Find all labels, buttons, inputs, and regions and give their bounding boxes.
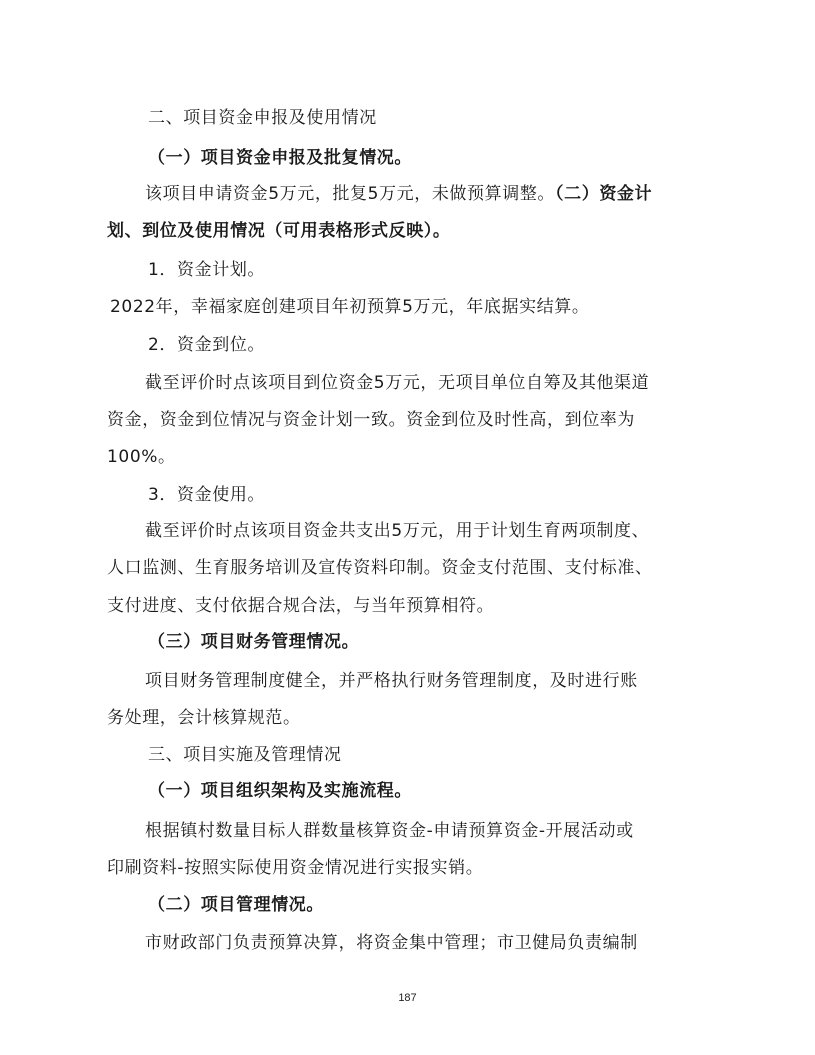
section-heading-2: 二、项目资金申报及使用情况 — [148, 108, 377, 128]
arrival-line-3: 100%。 — [107, 447, 176, 467]
arrival-line-1: 截至评价时点该项目到位资金5万元，无项目单位自筹及其他渠道 — [145, 373, 650, 393]
section-heading-3: 三、项目实施及管理情况 — [148, 745, 342, 765]
finance-line-2: 务处理，会计核算规范。 — [107, 708, 301, 728]
page-number: 187 — [398, 992, 417, 1004]
subheading-funding-plan-start: （二）资金计 — [555, 184, 653, 204]
plan-text: 2022年，幸福家庭创建项目年初预算5万元，年底据实结算。 — [110, 297, 590, 317]
arrival-title: 2．资金到位。 — [148, 335, 266, 355]
subheading-organization: （一）项目组织架构及实施流程。 — [148, 781, 412, 801]
funding-approval-line — [145, 182, 720, 206]
management-line-1: 市财政部门负责预算决算，将资金集中管理；市卫健局负责编制 — [145, 933, 638, 953]
funding-approval-text: 该项目申请资金5万元，批复5万元，未做预算调整。 — [145, 184, 556, 204]
use-line-1: 截至评价时点该项目资金共支出5万元，用于计划生育两项制度、 — [145, 521, 650, 541]
flow-line-2: 印刷资料-按照实际使用资金情况进行实报实销。 — [107, 858, 484, 878]
arrival-line-2: 资金，资金到位情况与资金计划一致。资金到位及时性高，到位率为 — [107, 410, 635, 430]
subheading-finance: （三）项目财务管理情况。 — [148, 632, 360, 652]
use-line-3: 支付进度、支付依据合规合法，与当年预算相符。 — [107, 596, 495, 616]
finance-line-1: 项目财务管理制度健全，并严格执行财务管理制度，及时进行账 — [145, 671, 638, 691]
flow-line-1: 根据镇村数量目标人群数量核算资金-申请预算资金-开展活动或 — [145, 821, 634, 841]
subheading-funding-approval: （一）项目资金申报及批复情况。 — [148, 148, 412, 168]
plan-title: 1．资金计划。 — [148, 260, 266, 280]
use-title: 3．资金使用。 — [148, 485, 266, 505]
use-line-2: 人口监测、生育服务培训及宣传资料印制。资金支付范围、支付标准、 — [107, 558, 653, 578]
subheading-funding-plan-end: 划、到位及使用情况（可用表格形式反映）。 — [107, 221, 451, 241]
subheading-management: （二）项目管理情况。 — [148, 895, 324, 915]
